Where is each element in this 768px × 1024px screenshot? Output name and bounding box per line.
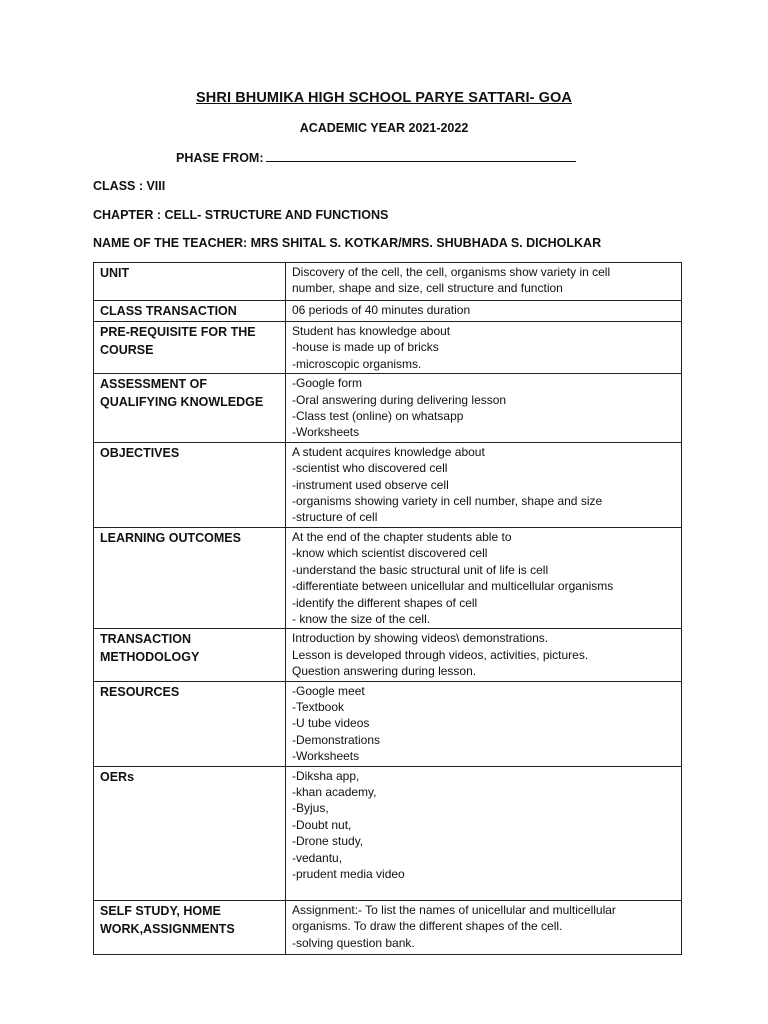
row-content-line: Lesson is developed through videos, activities, pictures.	[292, 647, 589, 662]
row-content-line: -microscopic organisms.	[292, 356, 422, 371]
row-label-cell	[94, 263, 286, 301]
row-content-line: number, shape and size, cell structure and function	[292, 281, 563, 296]
row-label-cell	[94, 766, 286, 900]
row-content-line: -vedantu,	[292, 850, 343, 865]
row-label-line: ASSESSMENT OF	[100, 377, 207, 392]
phase-label: PHASE FROM:	[176, 151, 264, 165]
row-content-line: -Google form	[292, 376, 363, 391]
row-content-line: -Worksheets	[292, 749, 360, 764]
row-content-line: -know which scientist discovered cell	[292, 546, 488, 561]
row-label-line: LEARNING OUTCOMES	[100, 530, 241, 545]
row-content-line: A student acquires knowledge about	[292, 444, 485, 459]
row-content-line: Introduction by showing videos\ demonstrations.	[292, 631, 549, 646]
row-content-line: At the end of the chapter students able to	[292, 529, 512, 544]
row-label-line: OERs	[100, 769, 135, 784]
row-content-line: -Doubt nut,	[292, 817, 352, 832]
row-label-line: PRE-REQUISITE FOR THE	[100, 325, 256, 339]
lesson-plan-table-body	[94, 263, 682, 955]
row-label-line: CLASS TRANSACTION	[100, 304, 237, 318]
row-content-cell	[286, 322, 682, 374]
row-label-cell	[94, 374, 286, 443]
row-content-line: Discovery of the cell, the cell, organisms show variety in cell	[292, 265, 611, 279]
table-row	[94, 442, 682, 527]
row-content-line: -organisms showing variety in cell number, shape and size	[292, 494, 603, 509]
row-content-line	[292, 882, 675, 898]
row-content-line: - know the size of the cell.	[292, 611, 431, 626]
school-title: SHRI BHUMIKA HIGH SCHOOL PARYE SATTARI- GOA	[196, 90, 572, 106]
row-label-cell	[94, 900, 286, 954]
row-content-line: -Byjus,	[292, 801, 329, 816]
row-content-line: -Class test (online) on whatsapp	[292, 409, 464, 424]
row-content-line: -U tube videos	[292, 716, 370, 731]
row-content-line: -Demonstrations	[292, 732, 381, 747]
row-content-line: Question answering during lesson.	[292, 664, 477, 679]
row-label-line: OBJECTIVES	[100, 445, 180, 460]
lesson-plan-table	[93, 262, 682, 955]
row-content-line: -house is made up of bricks	[292, 340, 439, 355]
row-label-cell	[94, 322, 286, 374]
row-content-cell	[286, 301, 682, 322]
row-content-line: -Diksha app,	[292, 768, 360, 783]
row-content-cell	[286, 766, 682, 900]
class-line: CLASS : VIII	[93, 179, 166, 193]
row-label-line: SELF STUDY, HOME	[100, 903, 221, 918]
row-label-line: QUALIFYING KNOWLEDGE	[100, 395, 264, 410]
row-label-line: TRANSACTION	[100, 632, 191, 647]
table-row	[94, 322, 682, 374]
teacher-line: NAME OF THE TEACHER: MRS SHITAL S. KOTKAR/MRS. SHUBHADA S. DICHOLKAR	[93, 236, 602, 250]
chapter-line: CHAPTER : CELL- STRUCTURE AND FUNCTIONS	[93, 208, 389, 222]
table-row	[94, 263, 682, 301]
table-row	[94, 374, 682, 443]
row-content-cell	[286, 900, 682, 954]
phase-line	[176, 150, 576, 165]
row-label-cell	[94, 681, 286, 766]
row-label-line: METHODOLOGY	[100, 650, 200, 665]
row-label-line: WORK,ASSIGNMENTS	[100, 921, 235, 936]
row-label-cell	[94, 442, 286, 527]
row-content-line: -instrument used observe cell	[292, 477, 449, 492]
row-content-line: -identify the different shapes of cell	[292, 595, 478, 610]
row-content-line: -scientist who discovered cell	[292, 461, 448, 476]
table-row	[94, 766, 682, 900]
row-content-line: -khan academy,	[292, 784, 377, 799]
row-content-line: -Drone study,	[292, 834, 364, 849]
row-label-line: COURSE	[100, 343, 154, 357]
row-content-cell	[286, 442, 682, 527]
row-content-line: -prudent media video	[292, 867, 405, 881]
academic-year: ACADEMIC YEAR 2021-2022	[299, 121, 469, 135]
row-content-line: -differentiate between unicellular and multicellular organisms	[292, 579, 614, 594]
row-content-cell	[286, 263, 682, 301]
table-row	[94, 527, 682, 628]
row-content-line: -Google meet	[292, 683, 365, 698]
table-row	[94, 900, 682, 954]
row-content-line: 06 periods of 40 minutes duration	[292, 303, 471, 317]
row-content-cell	[286, 681, 682, 766]
row-label-cell	[94, 527, 286, 628]
row-content-line: -Oral answering during delivering lesson	[292, 392, 507, 407]
row-content-cell	[286, 527, 682, 628]
row-content-line: -Worksheets	[292, 425, 360, 440]
row-content-cell	[286, 629, 682, 681]
row-label-cell	[94, 629, 286, 681]
row-content-line: -understand the basic structural unit of life is cell	[292, 562, 549, 577]
row-label-cell	[94, 301, 286, 322]
row-content-line: Student has knowledge about	[292, 324, 451, 338]
table-row	[94, 301, 682, 322]
row-content-line: Assignment:- To list the names of unicellular and multicellular	[292, 902, 616, 917]
row-content-line: -solving question bank.	[292, 935, 415, 950]
row-content-cell	[286, 374, 682, 443]
row-content-line: -structure of cell	[292, 510, 378, 525]
row-label-line: UNIT	[100, 266, 130, 280]
phase-blank-line	[266, 150, 576, 162]
row-content-line: organisms. To draw the different shapes of the cell.	[292, 919, 563, 934]
table-row	[94, 681, 682, 766]
table-row	[94, 629, 682, 681]
row-content-line: -Textbook	[292, 699, 345, 714]
row-label-line: RESOURCES	[100, 684, 180, 699]
